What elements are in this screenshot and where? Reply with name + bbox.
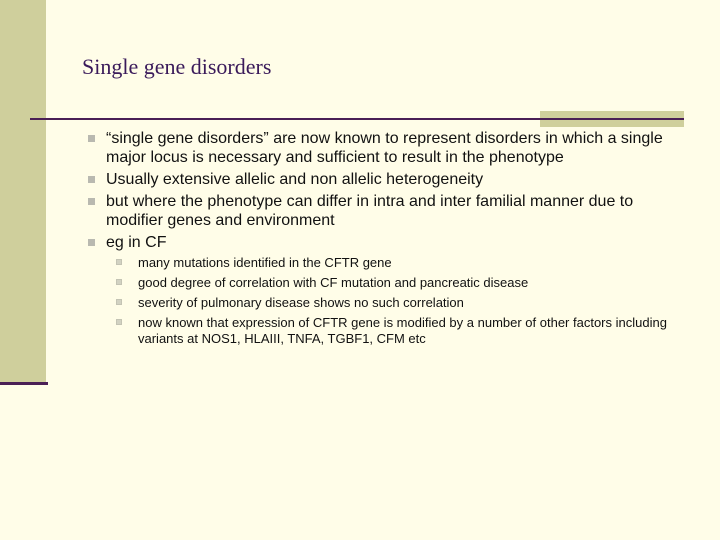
- square-bullet-icon: [88, 135, 95, 142]
- bullet-text: but where the phenotype can differ in intra and inter familial manner due to modifier genes and environment: [106, 193, 634, 229]
- sub-bullet-text: now known that expression of CFTR gene is modified by a number of other factors including variants at NOS1, HLAIII, TNFA, TGBF1, CFM etc: [138, 315, 667, 346]
- left-decorative-bar: [0, 0, 46, 384]
- small-square-bullet-icon: [116, 319, 122, 325]
- square-bullet-icon: [88, 239, 95, 246]
- sub-bullet-item: [116, 255, 678, 271]
- bullet-item: [88, 170, 678, 189]
- sub-bullet-text: severity of pulmonary disease shows no such correlation: [138, 295, 464, 310]
- bullet-item: [88, 192, 678, 230]
- sub-bullet-item: [116, 275, 678, 291]
- slide-content: [88, 129, 678, 351]
- sub-bullet-text: many mutations identified in the CFTR gene: [138, 255, 392, 270]
- bullet-text: Usually extensive allelic and non allelic heterogeneity: [106, 171, 484, 188]
- square-bullet-icon: [88, 198, 95, 205]
- title-divider: [30, 118, 684, 120]
- bullet-item: [88, 129, 678, 167]
- slide-title: Single gene disorders: [82, 54, 272, 79]
- small-square-bullet-icon: [116, 259, 122, 265]
- square-bullet-icon: [88, 176, 95, 183]
- bullet-text: “single gene disorders” are now known to represent disorders in which a single major locus is necessary and sufficient to result in the phenotype: [106, 130, 663, 166]
- left-bar-bottom-line: [0, 382, 48, 385]
- sub-bullet-text: good degree of correlation with CF mutation and pancreatic disease: [138, 275, 529, 290]
- small-square-bullet-icon: [116, 279, 122, 285]
- sub-bullet-item: [116, 295, 678, 311]
- bullet-item: [88, 233, 678, 252]
- small-square-bullet-icon: [116, 299, 122, 305]
- sub-bullet-item: [116, 315, 678, 347]
- bullet-text: eg in CF: [106, 234, 167, 251]
